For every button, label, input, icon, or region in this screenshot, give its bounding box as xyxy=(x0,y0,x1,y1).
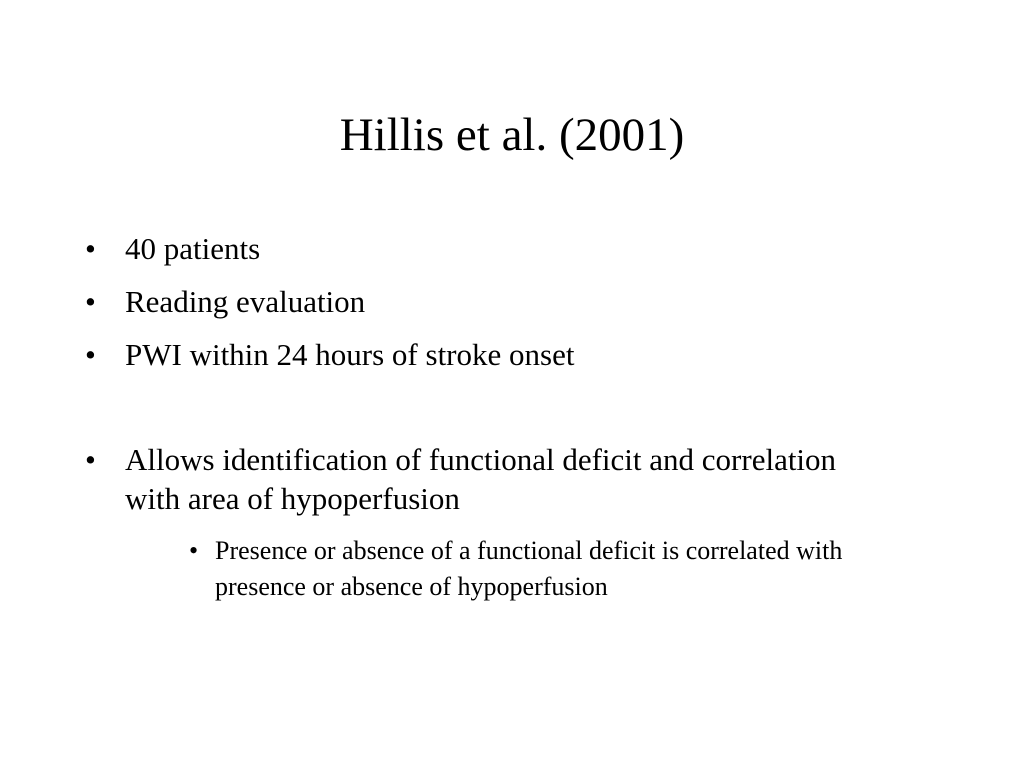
bullet-marker: • xyxy=(85,231,96,266)
bullet-text: Allows identification of functional deficit and correlation with area of hypoperfusion xyxy=(125,442,837,516)
bullet-text: Reading evaluation xyxy=(125,284,366,319)
sub-bullet-text: Presence or absence of a functional deficit is correlated with presence or absence of hypoperfusion xyxy=(215,536,843,601)
bullet-marker: • xyxy=(85,337,96,372)
bullet-marker: • xyxy=(85,284,96,319)
slide-title: Hillis et al. (2001) xyxy=(339,109,685,161)
bullet-text: 40 patients xyxy=(125,231,261,266)
bullet-marker: • xyxy=(85,442,96,477)
sub-bullet-marker: • xyxy=(189,536,199,565)
bullet-text: PWI within 24 hours of stroke onset xyxy=(125,337,575,372)
